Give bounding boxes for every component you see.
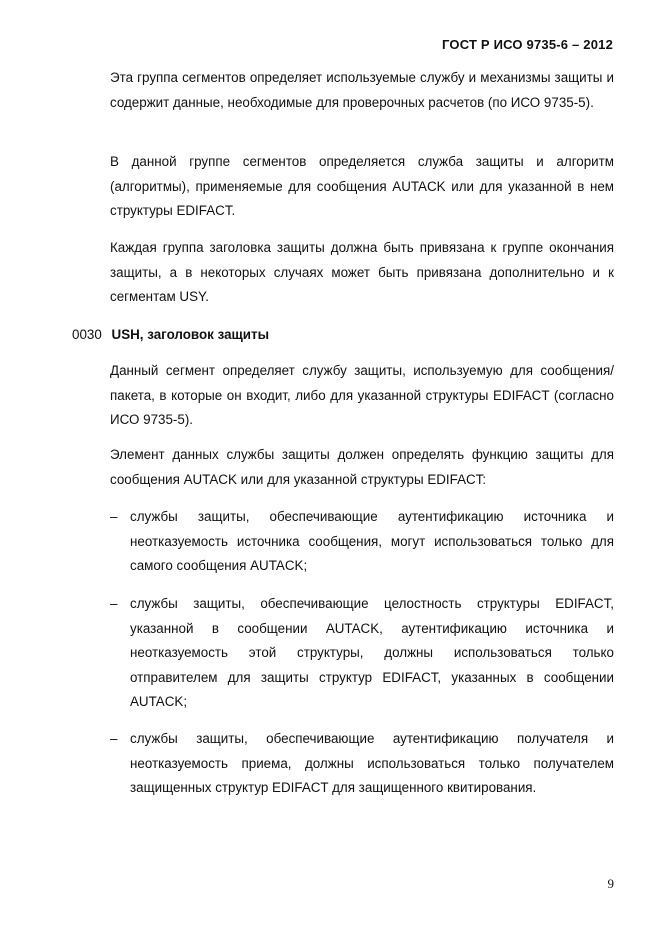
list-item-text: службы защиты, обеспечивающие аутентификацию получателя и неотказуемость приема, должны использоваться только получателем защищенных структур EDIFACT для защищенного квитирования. — [130, 731, 614, 796]
list-item — [110, 505, 614, 579]
list-item — [110, 592, 614, 715]
paragraph: Данный сегмент определяет службу защиты, используемую для сообщения/пакета, в которые он входит, либо для указанной структуры EDIFACT (согласно ИСО 9735-5). — [110, 363, 614, 428]
list-marker: – — [110, 731, 118, 746]
document-header: ГОСТ Р ИСО 9735-6 – 2012 — [442, 37, 613, 52]
list-marker: – — [110, 509, 118, 524]
paragraph: В данной группе сегментов определяется служба защиты и алгоритм (алгоритмы), применяемые для сообщения AUTACK или для указанной в нем структуры EDIFACT. — [110, 154, 614, 219]
paragraph: Эта группа сегментов определяет используемые службу и механизмы защиты и содержит данные, необходимые для проверочных расчетов (по ИСО 9735-5). — [110, 70, 614, 110]
page-number: 9 — [607, 876, 614, 891]
list-item-text: службы защиты, обеспечивающие целостность структуры EDIFACT, указанной в сообщении AUTACK, аутентификацию источника и неотказуемость этой структуры, должны использоваться только отправителем для защиты структур EDIFACT, указанных в сообщении AUTACK; — [130, 596, 614, 710]
list-item-text: службы защиты, обеспечивающие аутентификацию источника и неотказуемость источника сообщения, могут использоваться только для самого сообщения AUTACK; — [130, 509, 614, 574]
paragraph: Элемент данных службы защиты должен определять функцию защиты для сообщения AUTACK или для указанной структуры EDIFACT: — [110, 447, 614, 487]
paragraph: Каждая группа заголовка защиты должна быть привязана к группе окончания защиты, а в некоторых случаях может быть привязана дополнительно и к сегментам USY. — [110, 240, 614, 305]
section-number: 0030 — [72, 327, 102, 342]
section-heading — [72, 323, 269, 348]
list-item — [110, 727, 614, 801]
list-marker: – — [110, 596, 118, 611]
section-title: USH, заголовок защиты — [111, 327, 270, 342]
